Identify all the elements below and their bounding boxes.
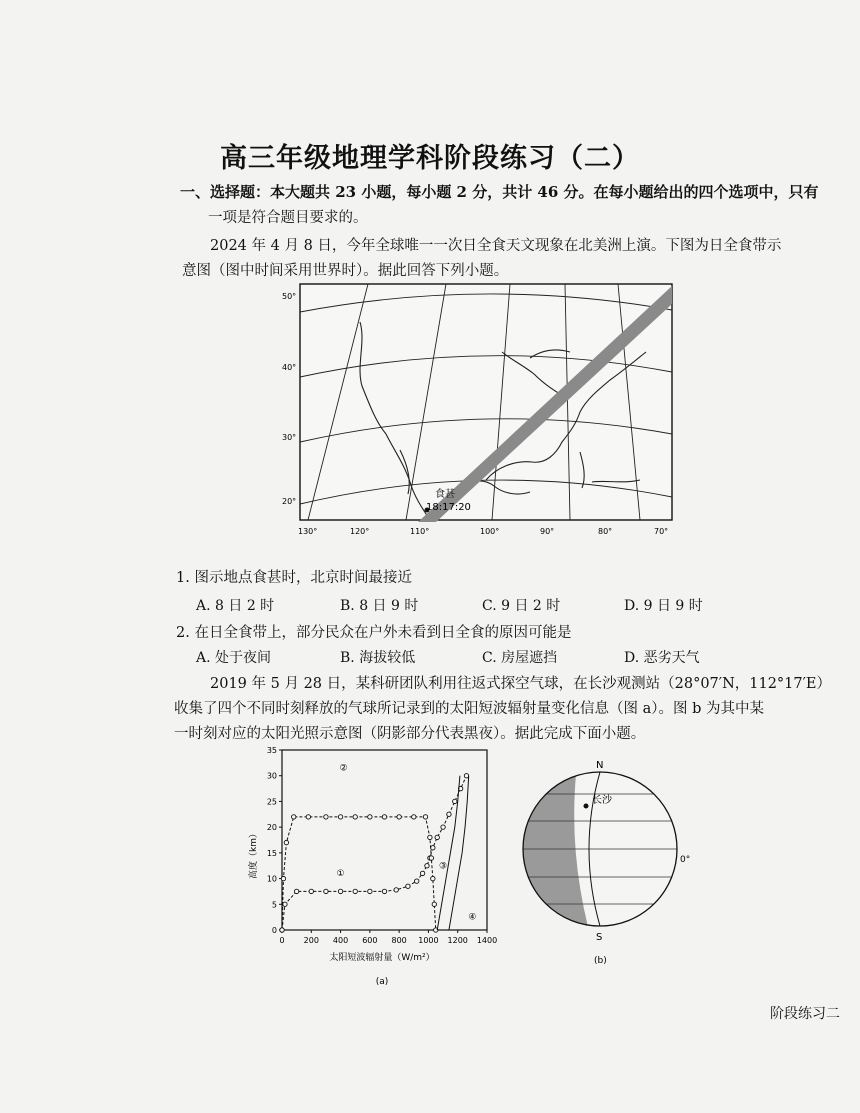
question-1-option-a: A. 8 日 2 时 bbox=[196, 598, 275, 614]
series-label: ① bbox=[336, 869, 345, 879]
south-label: S bbox=[596, 932, 603, 943]
data-point bbox=[353, 889, 357, 893]
x-tick-label: 600 bbox=[362, 936, 378, 945]
y-tick-label: 30 bbox=[266, 771, 277, 781]
x-tick-label: 200 bbox=[303, 936, 319, 945]
data-point bbox=[435, 835, 439, 839]
question-2-option-a: A. 处于夜间 bbox=[196, 650, 272, 666]
data-point bbox=[431, 876, 435, 880]
data-point bbox=[281, 876, 285, 880]
question-2-option-c: C. 房屋遮挡 bbox=[482, 650, 558, 666]
annotation-label: 食甚 bbox=[435, 489, 455, 500]
intro-paragraph-1a: 2024 年 4 月 8 日，今年全球唯一一次日全食天文现象在北美洲上演。下图为日全食带示 bbox=[210, 238, 782, 254]
data-point bbox=[432, 902, 436, 906]
x-tick-label: 1200 bbox=[447, 936, 468, 945]
data-point bbox=[338, 889, 342, 893]
y-tick-label: 0 bbox=[271, 926, 277, 935]
question-2-stem: 2. 在日全食带上，部分民众在户外未看到日全食的原因可能是 bbox=[176, 625, 572, 641]
time-label: 18:17:20 bbox=[426, 502, 471, 513]
section-heading: 一、选择题：本大题共 23 小题，每小题 2 分，共计 46 分。在每小题给出的四个选项中，只有 bbox=[180, 183, 819, 201]
x-tick-label: 1000 bbox=[418, 936, 439, 945]
y-tick-label: 5 bbox=[271, 900, 277, 910]
question-2-option-b: B. 海拔较低 bbox=[340, 650, 416, 666]
data-point bbox=[429, 856, 433, 860]
data-point bbox=[453, 799, 457, 803]
data-point bbox=[382, 815, 386, 819]
x-tick-label: 800 bbox=[391, 936, 407, 945]
data-point bbox=[368, 815, 372, 819]
page-title: 高三年级地理学科阶段练习（二） bbox=[220, 143, 640, 174]
illumination-globe bbox=[520, 756, 700, 976]
lon-label: 110° bbox=[410, 527, 430, 536]
x-tick-label: 400 bbox=[332, 936, 349, 945]
lon-label: 100° bbox=[480, 527, 500, 536]
intro-paragraph-2c: 一时刻对应的太阳光照示意图（阴影部分代表黑夜）。据此完成下面小题。 bbox=[174, 726, 646, 742]
chart-series bbox=[280, 764, 477, 933]
data-point bbox=[306, 815, 310, 819]
lat-label: 20° bbox=[282, 497, 297, 506]
city-label: 长沙 bbox=[592, 795, 612, 806]
question-1-stem: 1. 图示地点食甚时，北京时间最接近 bbox=[176, 570, 412, 586]
data-point bbox=[280, 928, 284, 932]
series-label: ④ bbox=[468, 912, 477, 923]
y-tick-label: 35 bbox=[266, 746, 277, 755]
data-point bbox=[368, 889, 372, 893]
section-heading-cont: 一项是符合题目要求的。 bbox=[208, 210, 368, 226]
globe-caption: (b) bbox=[594, 956, 607, 966]
lon-label: 90° bbox=[540, 527, 555, 536]
lon-label: 80° bbox=[598, 527, 613, 536]
chart-plot-area bbox=[282, 750, 487, 930]
equator-label: 0° bbox=[680, 855, 691, 865]
data-point bbox=[431, 846, 435, 850]
question-1-option-b: B. 8 日 9 时 bbox=[340, 598, 419, 614]
x-tick-label: 1400 bbox=[476, 936, 498, 945]
data-point bbox=[309, 889, 313, 893]
y-tick-label: 20 bbox=[266, 823, 277, 833]
data-point bbox=[338, 815, 342, 819]
lat-label: 40° bbox=[282, 363, 297, 372]
series-label: ② bbox=[339, 763, 348, 774]
page-footer: 阶段练习二 bbox=[770, 1006, 840, 1022]
lat-label: 50° bbox=[282, 292, 297, 301]
data-point bbox=[283, 902, 287, 906]
data-point bbox=[406, 884, 410, 888]
data-point bbox=[292, 815, 296, 819]
series-label: ③ bbox=[439, 861, 448, 872]
y-tick-label: 15 bbox=[266, 848, 277, 858]
chart-caption: (a) bbox=[375, 977, 389, 987]
series-line bbox=[282, 817, 436, 930]
y-tick-label: 10 bbox=[266, 874, 277, 884]
data-point bbox=[420, 871, 424, 875]
data-point bbox=[382, 889, 386, 893]
data-point bbox=[425, 864, 429, 868]
data-point bbox=[353, 815, 357, 819]
lat-label: 30° bbox=[282, 433, 297, 442]
data-point bbox=[415, 879, 419, 883]
map-frame bbox=[300, 284, 672, 520]
changsha-marker bbox=[584, 804, 589, 809]
series-line bbox=[282, 776, 467, 930]
data-point bbox=[294, 889, 298, 893]
chart-ylabel: 高度（km） bbox=[249, 829, 259, 879]
radiation-chart bbox=[246, 744, 506, 990]
data-point bbox=[447, 812, 451, 816]
data-point bbox=[397, 815, 401, 819]
question-1-option-d: D. 9 日 9 时 bbox=[624, 598, 703, 614]
chart-xlabel: 太阳短波辐射量（W/m²） bbox=[329, 953, 435, 963]
x-tick-label: 0 bbox=[279, 936, 285, 945]
data-point bbox=[284, 840, 288, 844]
intro-paragraph-2b: 收集了四个不同时刻释放的气球所记录到的太阳短波辐射量变化信息（图 a）。图 b 为其中某 bbox=[174, 701, 765, 717]
lon-label: 130° bbox=[298, 527, 318, 536]
data-point bbox=[324, 815, 328, 819]
north-label: N bbox=[596, 760, 604, 771]
lon-label: 70° bbox=[654, 527, 669, 536]
data-point bbox=[423, 815, 427, 819]
series-line bbox=[449, 776, 469, 930]
intro-paragraph-2a: 2019 年 5 月 28 日，某科研团队利用往返式探空气球，在长沙观测站（28°07′N，112°17′E） bbox=[210, 676, 832, 692]
data-point bbox=[464, 774, 468, 778]
intro-paragraph-1b: 意图（图中时间采用世界时）。据此回答下列小题。 bbox=[182, 263, 509, 279]
data-point bbox=[324, 889, 328, 893]
lon-label: 120° bbox=[350, 527, 370, 536]
y-tick-label: 25 bbox=[266, 797, 277, 807]
eclipse-map bbox=[280, 282, 680, 542]
data-point bbox=[412, 815, 416, 819]
data-point bbox=[394, 888, 398, 892]
question-1-option-c: C. 9 日 2 时 bbox=[482, 598, 561, 614]
data-point bbox=[441, 825, 445, 829]
question-2-option-d: D. 恶劣天气 bbox=[624, 650, 700, 666]
data-point bbox=[428, 835, 432, 839]
